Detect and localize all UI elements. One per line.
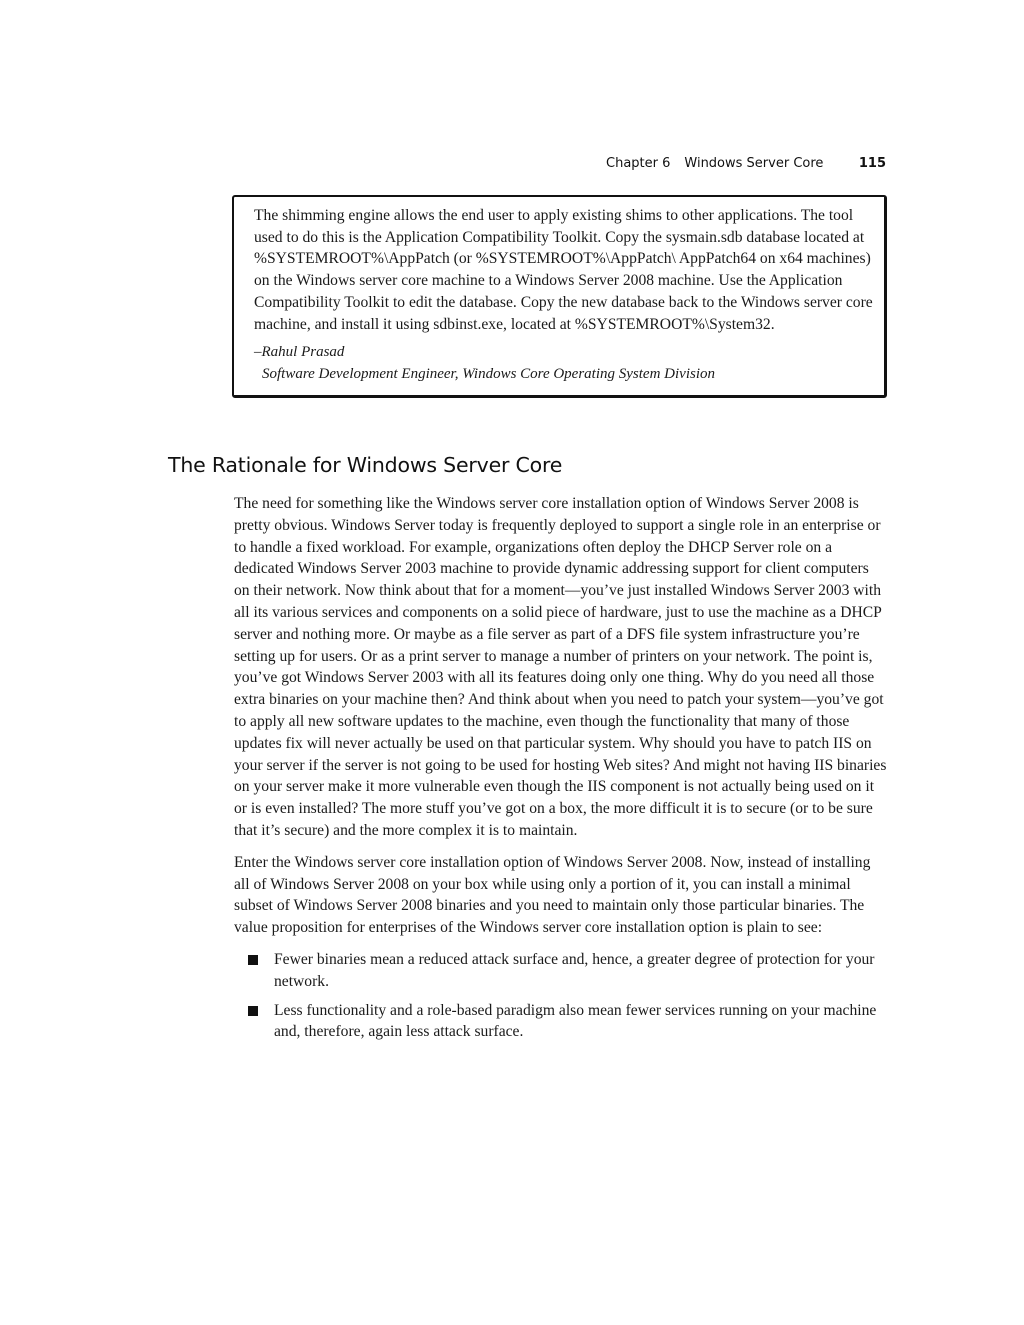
body-paragraph: The need for something like the Windows server core installation option of Windows Server 2008 is pretty obvious. Windows Server today is frequently deployed to support a single role in an enterprise or to handle a fixed workload. For example, organizations often deploy the DHCP Server role on a dedicated Windows Server 2003 machine to provide dynamic addressing support for client computers on their network. Now think about that for a moment—you’ve just installed Windows Server 2003 with all its various services and components on a solid piece of hardware, just to use the machine as a DHCP server and nothing more. Or maybe as a file server as part of a DFS file system infrastructure you’re setting up for users. Or as a print server to manage a number of printers on your network. The point is, you’ve got Windows Server 2003 with all its features doing only one thing. Why do you need all those extra binaries on your machine then? And think about when you need to patch your system—you’ve got to apply all new software updates to the machine, even though the functionality that many of those updates fix will never actually be used on that particular system. Why should you have to patch IIS on your server if the server is not going to be used for hosting Web sites? And might not having IIS binaries on your server make it more vulnerable even though the IIS component is not actually being used on it or is even installed? The more stuff you’ve got on a box, the more difficult it is to secure (or to be sure that it’s secure) and the more complex it is to maintain.	[234, 495, 887, 839]
sidebar-author-role: Software Development Engineer, Windows Core Operating System Division	[262, 366, 715, 383]
chapter-label: Chapter 6	[606, 156, 671, 171]
bullet-text: Fewer binaries mean a reduced attack surface and, hence, a greater degree of protection for your network.	[274, 950, 875, 990]
bullet-item	[234, 1000, 888, 1044]
sidebar-text: The shimming engine allows the end user to apply existing shims to other applications. The tool used to do this is the Application Compatibility Toolkit. Copy the sysmain.sdb database located at %SYSTEMROOT%\AppPatch (or %SYSTEMROOT%\AppPatch\ AppPatch64 on x64 machines) on the Windows server core machine to a Windows Server 2008 machine. Use the Application Compatibility Toolkit to edit the database. Copy the new database back to the Windows server core machine, and install it using sdbinst.exe, located at %SYSTEMROOT%\System32.	[254, 207, 873, 333]
square-bullet-icon	[248, 955, 258, 965]
sidebar-quote-box	[232, 195, 887, 398]
running-header	[606, 156, 886, 171]
bullet-list	[234, 949, 888, 1043]
chapter-title: Windows Server Core	[684, 156, 824, 171]
section-heading: The Rationale for Windows Server Core	[168, 453, 563, 477]
sidebar-author: –Rahul Prasad	[254, 344, 345, 361]
section-body	[234, 493, 888, 1050]
bullet-item	[234, 949, 888, 993]
bullet-text: Less functionality and a role-based paradigm also mean fewer services running on your machine and, therefore, again less attack surface.	[274, 1001, 877, 1041]
sidebar-attribution	[254, 341, 884, 385]
page-number: 115	[858, 156, 886, 171]
body-paragraph: Enter the Windows server core installation option of Windows Server 2008. Now, instead of installing all of Windows Server 2008 on your box while using only a portion of it, you can install a minimal subset of Windows Server 2008 binaries and you need to maintain only those particular binaries. The value proposition for enterprises of the Windows server core installation option is plain to see:	[234, 853, 871, 937]
square-bullet-icon	[248, 1006, 258, 1016]
